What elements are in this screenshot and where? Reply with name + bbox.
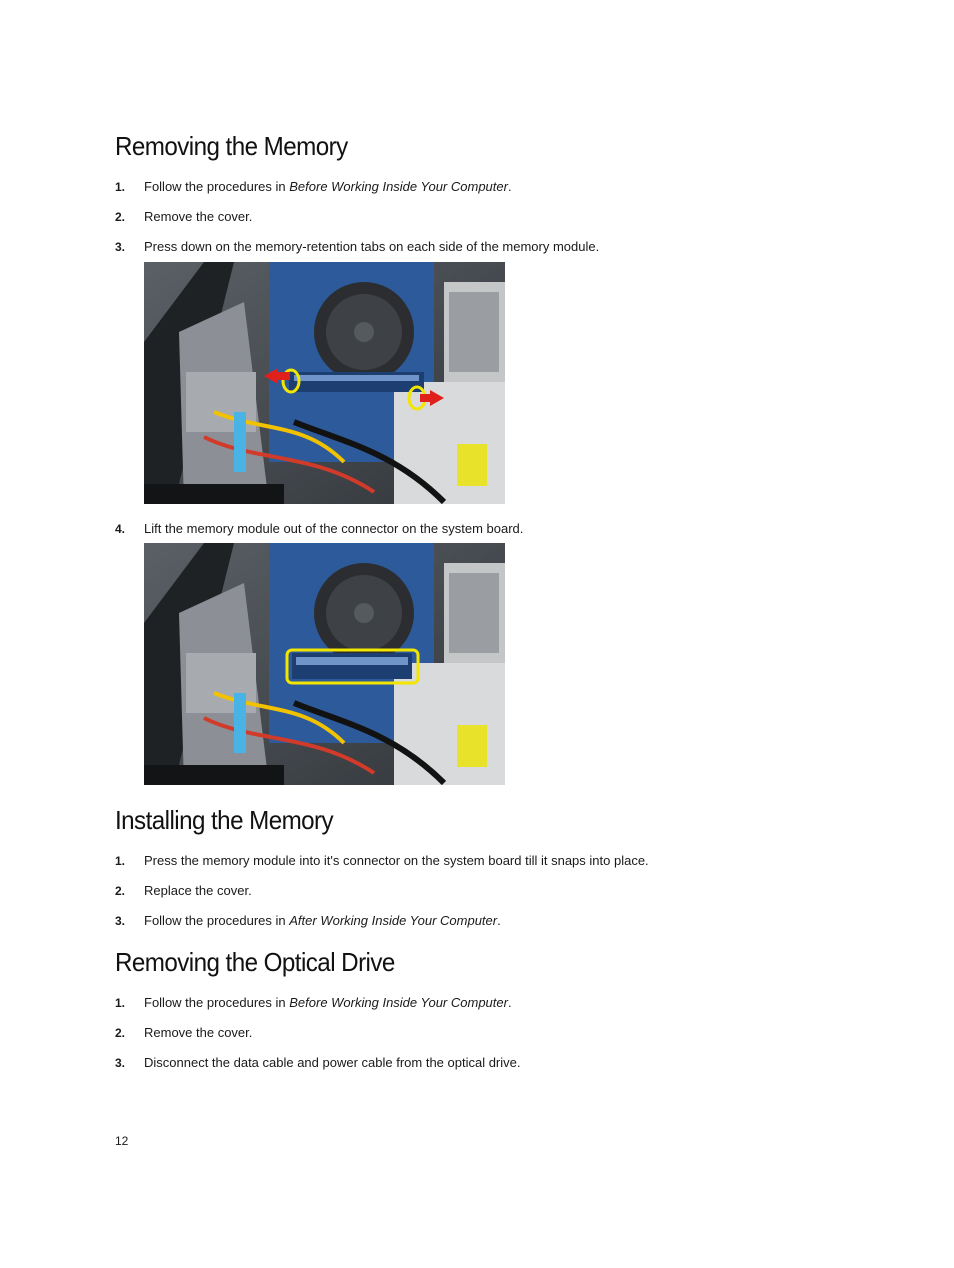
step-text: Lift the memory module out of the connector on the system board. bbox=[144, 521, 524, 536]
step-number: 2. bbox=[115, 210, 126, 224]
step-text: Disconnect the data cable and power cable from the optical drive. bbox=[144, 1055, 521, 1070]
step-text: Follow the procedures in Before Working Inside Your Computer. bbox=[144, 995, 512, 1010]
step-number: 4. bbox=[115, 522, 126, 536]
link-before-working: Before Working Inside Your Computer bbox=[289, 179, 508, 194]
step-number: 2. bbox=[115, 884, 126, 898]
photo-memory-retention-tabs bbox=[144, 262, 505, 504]
step-number: 3. bbox=[115, 914, 126, 928]
step-number: 1. bbox=[115, 854, 126, 868]
step-text: Remove the cover. bbox=[144, 209, 253, 224]
step-number: 1. bbox=[115, 180, 126, 194]
step-text: Replace the cover. bbox=[144, 883, 252, 898]
link-after-working: After Working Inside Your Computer bbox=[289, 913, 498, 928]
step-text: Follow the procedures in Before Working Inside Your Computer. bbox=[144, 179, 512, 194]
link-before-working: Before Working Inside Your Computer bbox=[289, 995, 508, 1010]
step-text: Follow the procedures in After Working Inside Your Computer. bbox=[144, 913, 501, 928]
step-text: Remove the cover. bbox=[144, 1025, 253, 1040]
section-title-removing-optical-drive: Removing the Optical Drive bbox=[115, 947, 395, 977]
step-number: 3. bbox=[115, 1056, 126, 1070]
step-number: 1. bbox=[115, 996, 126, 1010]
step-text: Press down on the memory-retention tabs on each side of the memory module. bbox=[144, 239, 600, 254]
section-title-removing-memory: Removing the Memory bbox=[115, 131, 348, 161]
page-number: 12 bbox=[115, 1134, 129, 1148]
photo-memory-module-lift bbox=[144, 543, 505, 785]
step-number: 2. bbox=[115, 1026, 126, 1040]
step-text: Press the memory module into it's connector on the system board till it snaps into place. bbox=[144, 853, 649, 868]
step-number: 3. bbox=[115, 240, 126, 254]
section-title-installing-memory: Installing the Memory bbox=[115, 805, 334, 835]
